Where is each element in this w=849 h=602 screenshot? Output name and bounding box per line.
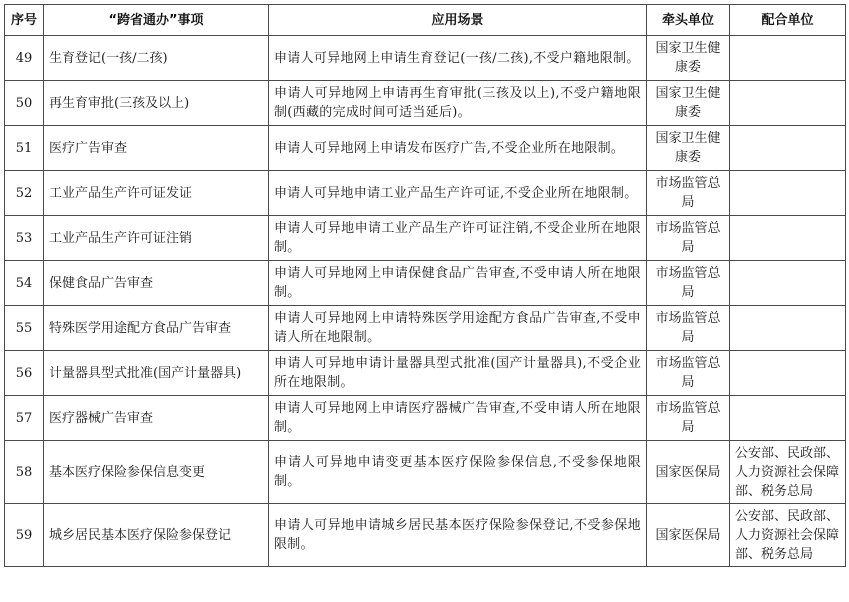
row-scene: 申请人可异地网上申请医疗器械广告审查,不受申请人所在地限制。 bbox=[269, 396, 647, 441]
row-item: 保健食品广告审查 bbox=[44, 261, 269, 306]
row-item: 计量器具型式批准(国产计量器具) bbox=[44, 351, 269, 396]
table-row bbox=[5, 261, 846, 306]
row-item: 医疗广告审查 bbox=[44, 126, 269, 171]
row-coop-unit bbox=[730, 126, 846, 171]
table-row bbox=[5, 441, 846, 504]
row-lead-unit: 国家卫生健康委 bbox=[647, 126, 730, 171]
row-scene: 申请人可异地申请计量器具型式批准(国产计量器具),不受企业所在地限制。 bbox=[269, 351, 647, 396]
row-no: 58 bbox=[5, 441, 44, 504]
row-no: 59 bbox=[5, 504, 44, 567]
row-item: 城乡居民基本医疗保险参保登记 bbox=[44, 504, 269, 567]
row-coop-unit bbox=[730, 261, 846, 306]
table-row bbox=[5, 36, 846, 81]
row-item: 特殊医学用途配方食品广告审查 bbox=[44, 306, 269, 351]
row-no: 57 bbox=[5, 396, 44, 441]
row-coop-unit bbox=[730, 306, 846, 351]
table-row bbox=[5, 126, 846, 171]
row-item: 工业产品生产许可证注销 bbox=[44, 216, 269, 261]
row-no: 56 bbox=[5, 351, 44, 396]
cross-province-services-table bbox=[4, 4, 846, 567]
row-scene: 申请人可异地网上申请发布医疗广告,不受企业所在地限制。 bbox=[269, 126, 647, 171]
table-row bbox=[5, 81, 846, 126]
row-no: 50 bbox=[5, 81, 44, 126]
row-lead-unit: 市场监管总局 bbox=[647, 216, 730, 261]
row-lead-unit: 市场监管总局 bbox=[647, 261, 730, 306]
row-lead-unit: 市场监管总局 bbox=[647, 171, 730, 216]
row-lead-unit: 市场监管总局 bbox=[647, 351, 730, 396]
header-scene: 应用场景 bbox=[269, 5, 647, 36]
table-row bbox=[5, 306, 846, 351]
header-no: 序号 bbox=[5, 5, 44, 36]
row-no: 52 bbox=[5, 171, 44, 216]
row-no: 51 bbox=[5, 126, 44, 171]
table-row bbox=[5, 216, 846, 261]
header-lead-unit: 牵头单位 bbox=[647, 5, 730, 36]
row-lead-unit: 市场监管总局 bbox=[647, 306, 730, 351]
row-coop-unit bbox=[730, 396, 846, 441]
row-coop-unit bbox=[730, 36, 846, 81]
row-coop-unit bbox=[730, 171, 846, 216]
row-scene: 申请人可异地网上申请生育登记(一孩/二孩),不受户籍地限制。 bbox=[269, 36, 647, 81]
row-item: 生育登记(一孩/二孩) bbox=[44, 36, 269, 81]
row-scene: 申请人可异地申请工业产品生产许可证,不受企业所在地限制。 bbox=[269, 171, 647, 216]
row-item: 医疗器械广告审查 bbox=[44, 396, 269, 441]
row-scene: 申请人可异地申请工业产品生产许可证注销,不受企业所在地限制。 bbox=[269, 216, 647, 261]
row-coop-unit bbox=[730, 216, 846, 261]
table-row bbox=[5, 504, 846, 567]
row-no: 49 bbox=[5, 36, 44, 81]
row-coop-unit: 公安部、民政部、人力资源社会保障部、税务总局 bbox=[730, 504, 846, 567]
row-lead-unit: 国家医保局 bbox=[647, 441, 730, 504]
row-scene: 申请人可异地网上申请保健食品广告审查,不受申请人所在地限制。 bbox=[269, 261, 647, 306]
row-coop-unit bbox=[730, 81, 846, 126]
row-no: 55 bbox=[5, 306, 44, 351]
row-scene: 申请人可异地网上申请再生育审批(三孩及以上),不受户籍地限制(西藏的完成时间可适当延后)。 bbox=[269, 81, 647, 126]
header-coop-unit: 配合单位 bbox=[730, 5, 846, 36]
table-row bbox=[5, 396, 846, 441]
header-item: “跨省通办”事项 bbox=[44, 5, 269, 36]
row-item: 再生育审批(三孩及以上) bbox=[44, 81, 269, 126]
table-header-row bbox=[5, 5, 846, 36]
table-row bbox=[5, 351, 846, 396]
row-coop-unit: 公安部、民政部、人力资源社会保障部、税务总局 bbox=[730, 441, 846, 504]
table-row bbox=[5, 171, 846, 216]
row-lead-unit: 国家卫生健康委 bbox=[647, 81, 730, 126]
row-scene: 申请人可异地申请城乡居民基本医疗保险参保登记,不受参保地限制。 bbox=[269, 504, 647, 567]
row-scene: 申请人可异地网上申请特殊医学用途配方食品广告审查,不受申请人所在地限制。 bbox=[269, 306, 647, 351]
row-scene: 申请人可异地申请变更基本医疗保险参保信息,不受参保地限制。 bbox=[269, 441, 647, 504]
row-lead-unit: 国家医保局 bbox=[647, 504, 730, 567]
row-item: 基本医疗保险参保信息变更 bbox=[44, 441, 269, 504]
row-lead-unit: 国家卫生健康委 bbox=[647, 36, 730, 81]
row-coop-unit bbox=[730, 351, 846, 396]
row-item: 工业产品生产许可证发证 bbox=[44, 171, 269, 216]
row-no: 54 bbox=[5, 261, 44, 306]
row-no: 53 bbox=[5, 216, 44, 261]
row-lead-unit: 市场监管总局 bbox=[647, 396, 730, 441]
